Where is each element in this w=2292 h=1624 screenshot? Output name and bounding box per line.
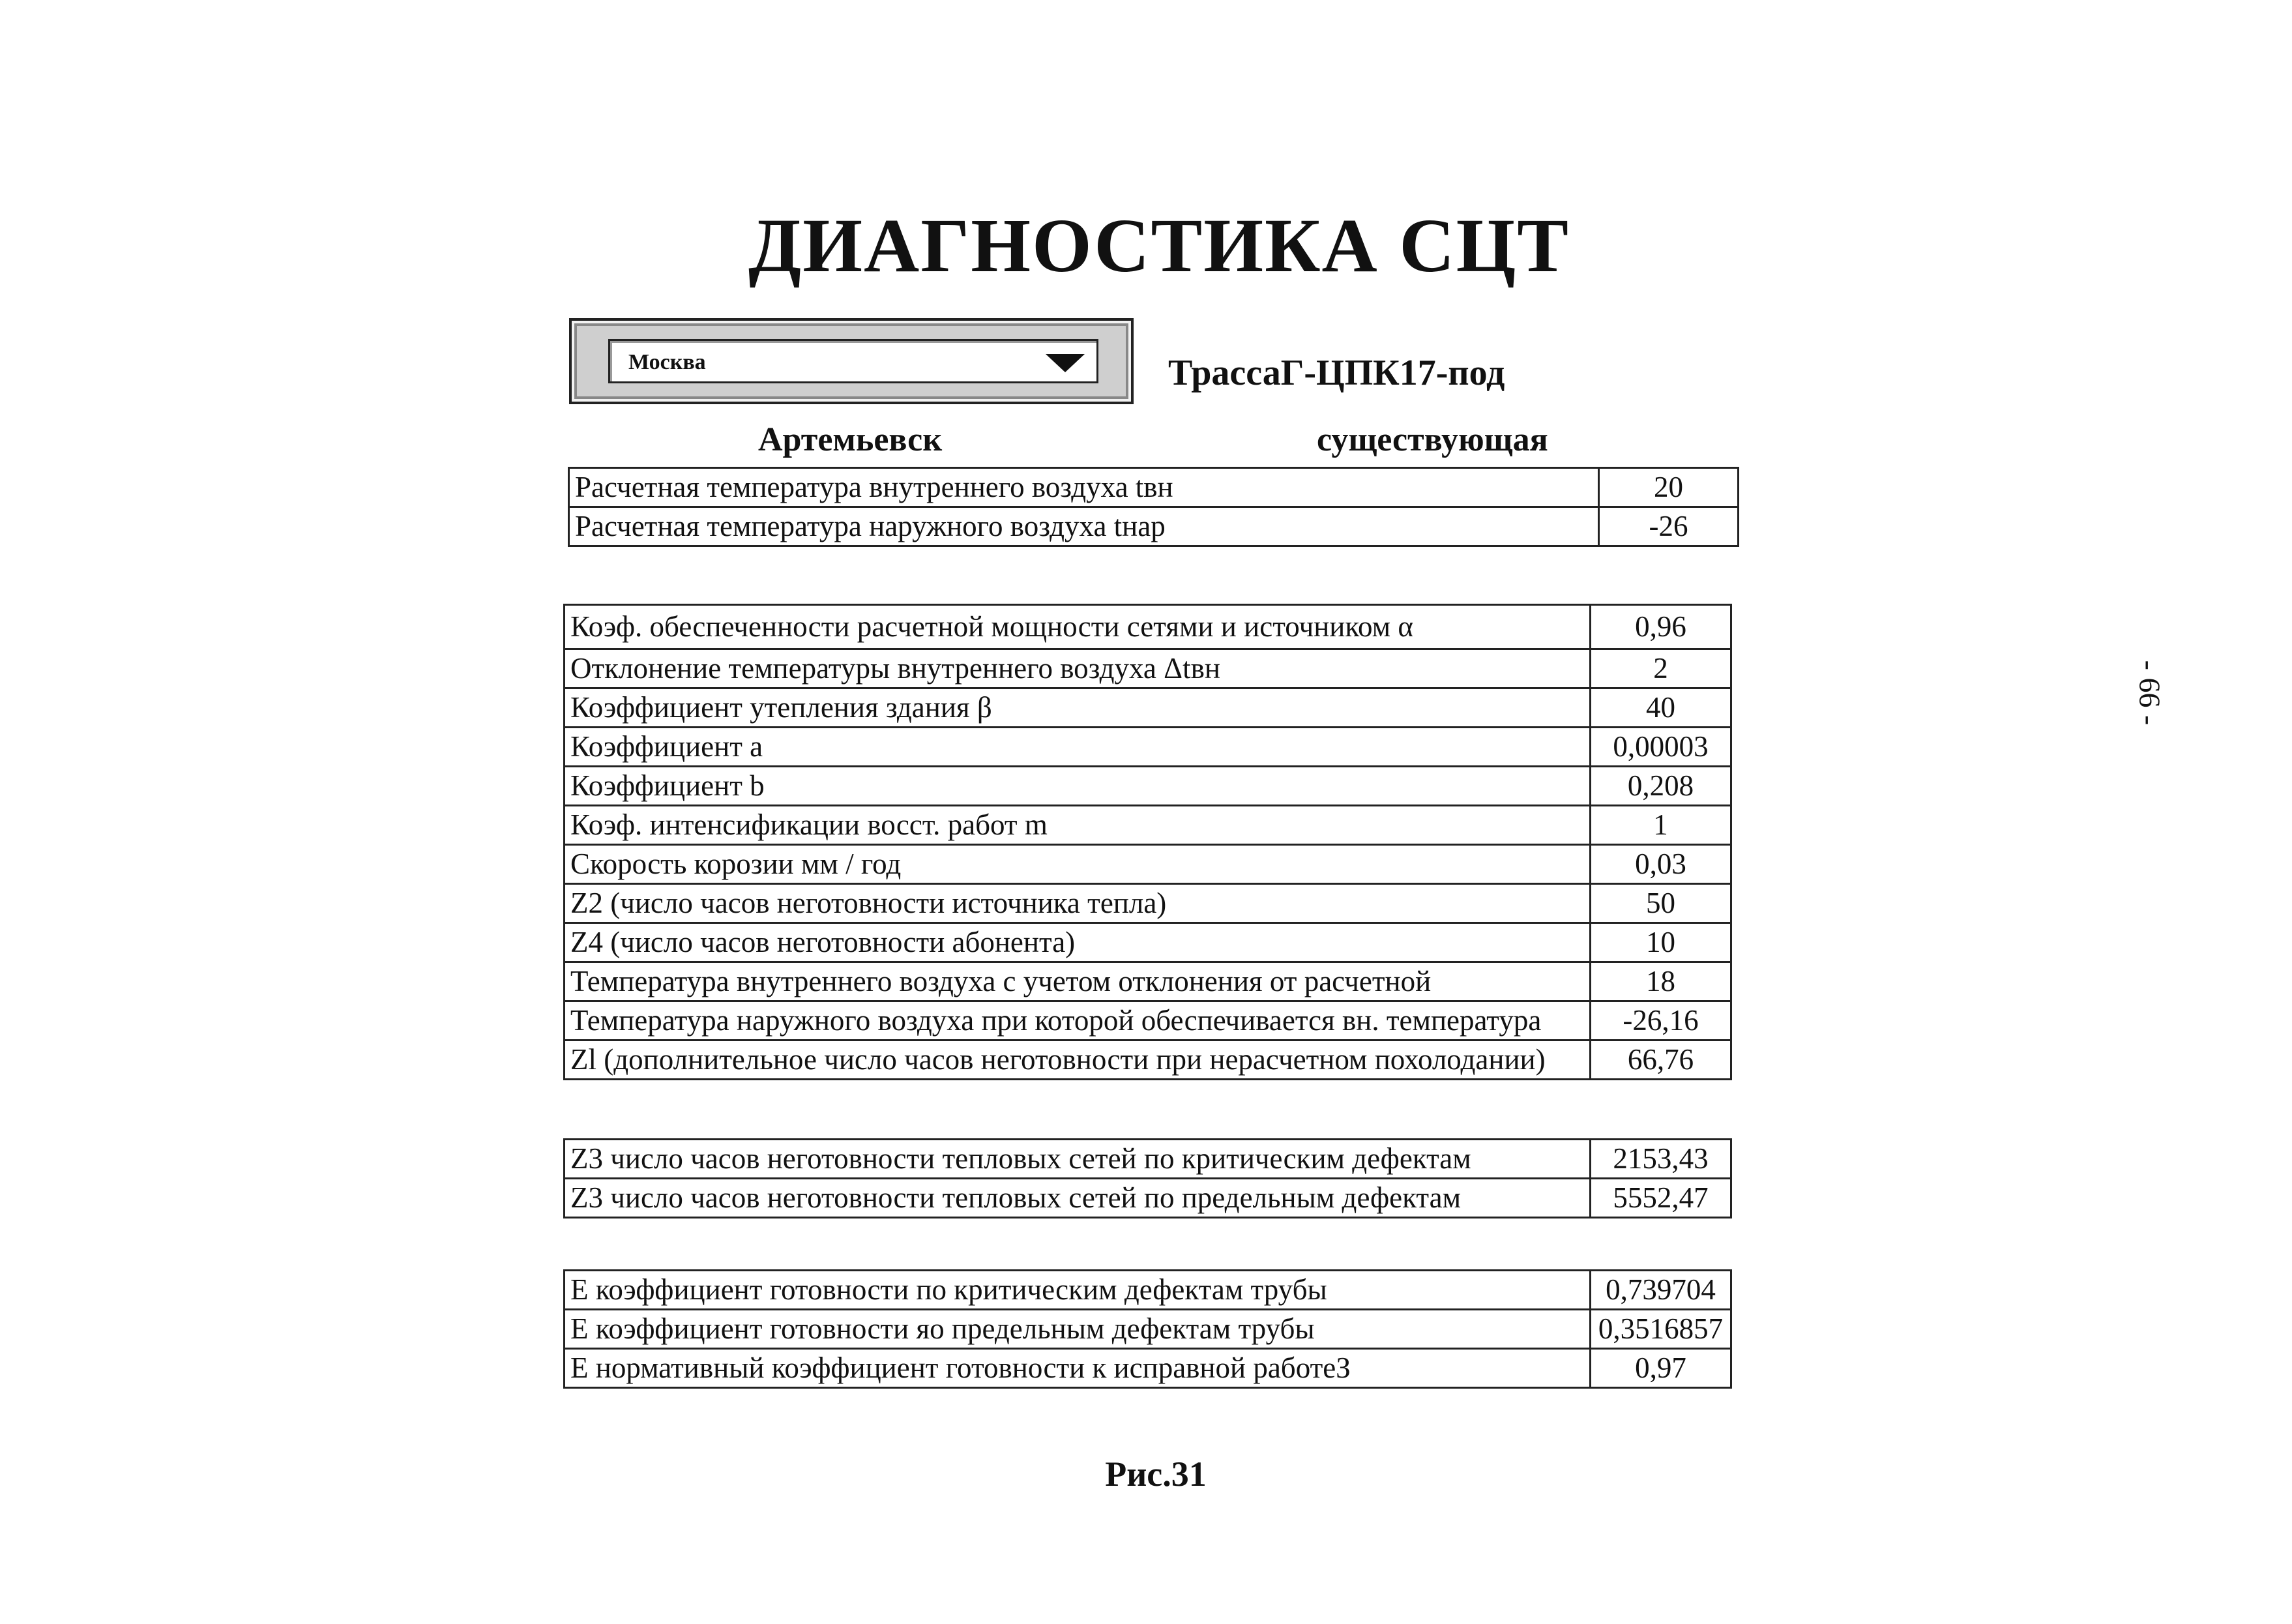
table-row: [565, 923, 1731, 962]
row-label: Z4 (число часов неготовности абонента): [565, 923, 1591, 962]
row-value: 66,76: [1591, 1041, 1731, 1080]
row-label: Коэффициент a: [565, 728, 1591, 767]
figure-caption: Рис.31: [1105, 1454, 1207, 1494]
route-label: ТрассаГ-ЦПК17-под: [1168, 353, 1505, 393]
table-row: [565, 1001, 1731, 1041]
row-label: Температура наружного воздуха при которой обеспечивается вн. температура: [565, 1001, 1591, 1041]
table-row: [565, 962, 1731, 1001]
row-label: Z2 (число часов неготовности источника тепла): [565, 884, 1591, 923]
row-label: Е коэффициент готовности по критическим дефектам трубы: [565, 1271, 1591, 1310]
table-row: [565, 1310, 1731, 1349]
table-row: [565, 806, 1731, 845]
row-value: 0,3516857: [1591, 1310, 1731, 1349]
readiness-table: [563, 1269, 1732, 1389]
row-value: 0,208: [1591, 767, 1731, 806]
city-select-frame: [569, 318, 1134, 404]
table-row: [565, 845, 1731, 884]
city-label: Артемьевск: [758, 421, 943, 458]
z3-table: [563, 1138, 1732, 1218]
row-label: Расчетная температура внутреннего воздуха tвн: [569, 468, 1599, 507]
row-label: Коэф. обеспеченности расчетной мощности сетями и источником α: [565, 605, 1591, 649]
row-value: 50: [1591, 884, 1731, 923]
row-label: Коэффициент утепления здания β: [565, 688, 1591, 728]
row-label: Коэф. интенсификации восст. работ m: [565, 806, 1591, 845]
row-label: Температура внутреннего воздуха с учетом отклонения от расчетной: [565, 962, 1591, 1001]
row-value: 2: [1591, 649, 1731, 688]
table-row: [565, 1179, 1731, 1218]
table-row: [565, 884, 1731, 923]
row-value: 1: [1591, 806, 1731, 845]
table-row: [565, 649, 1731, 688]
row-value: 5552,47: [1591, 1179, 1731, 1218]
table-row: [565, 1271, 1731, 1310]
row-label: Е коэффициент готовности яо предельным дефектам трубы: [565, 1310, 1591, 1349]
city-select[interactable]: [608, 339, 1098, 383]
chevron-down-icon[interactable]: [1046, 354, 1085, 372]
row-label: Коэффициент b: [565, 767, 1591, 806]
row-value: 0,03: [1591, 845, 1731, 884]
row-value: 18: [1591, 962, 1731, 1001]
row-value: 40: [1591, 688, 1731, 728]
table-row: [565, 728, 1731, 767]
table-row: [565, 1041, 1731, 1080]
row-value: -26: [1599, 507, 1739, 546]
table-row: [569, 468, 1739, 507]
row-value: -26,16: [1591, 1001, 1731, 1041]
row-value: 0,739704: [1591, 1271, 1731, 1310]
table-row: [565, 1349, 1731, 1388]
row-label: Скорость корозии мм / год: [565, 845, 1591, 884]
row-value: 0,96: [1591, 605, 1731, 649]
table-row: [565, 767, 1731, 806]
row-value: 20: [1599, 468, 1739, 507]
row-label: Отклонение температуры внутреннего воздуха Δtвн: [565, 649, 1591, 688]
table-row: [565, 688, 1731, 728]
table-row: [565, 1140, 1731, 1179]
row-label: Е нормативный коэффициент готовности к исправной работеЗ: [565, 1349, 1591, 1388]
row-label: Z3 число часов неготовности тепловых сетей по критическим дефектам: [565, 1140, 1591, 1179]
row-label: Zl (дополнительное число часов неготовности при нерасчетном похолодании): [565, 1041, 1591, 1080]
page-number: - 66 -: [2133, 660, 2167, 726]
row-value: 2153,43: [1591, 1140, 1731, 1179]
status-label: существующая: [1317, 421, 1548, 458]
row-value: 0,00003: [1591, 728, 1731, 767]
city-select-value: Москва: [628, 350, 706, 374]
table-row: [565, 605, 1731, 649]
table-row: [569, 507, 1739, 546]
row-label: Расчетная температура наружного воздуха tнар: [569, 507, 1599, 546]
row-value: 10: [1591, 923, 1731, 962]
row-value: 0,97: [1591, 1349, 1731, 1388]
page-title: ДИАГНОСТИКА СЦТ: [748, 203, 1570, 288]
row-label: Z3 число часов неготовности тепловых сетей по предельным дефектам: [565, 1179, 1591, 1218]
coefficients-table: [563, 604, 1732, 1080]
temperature-table: [568, 467, 1739, 547]
